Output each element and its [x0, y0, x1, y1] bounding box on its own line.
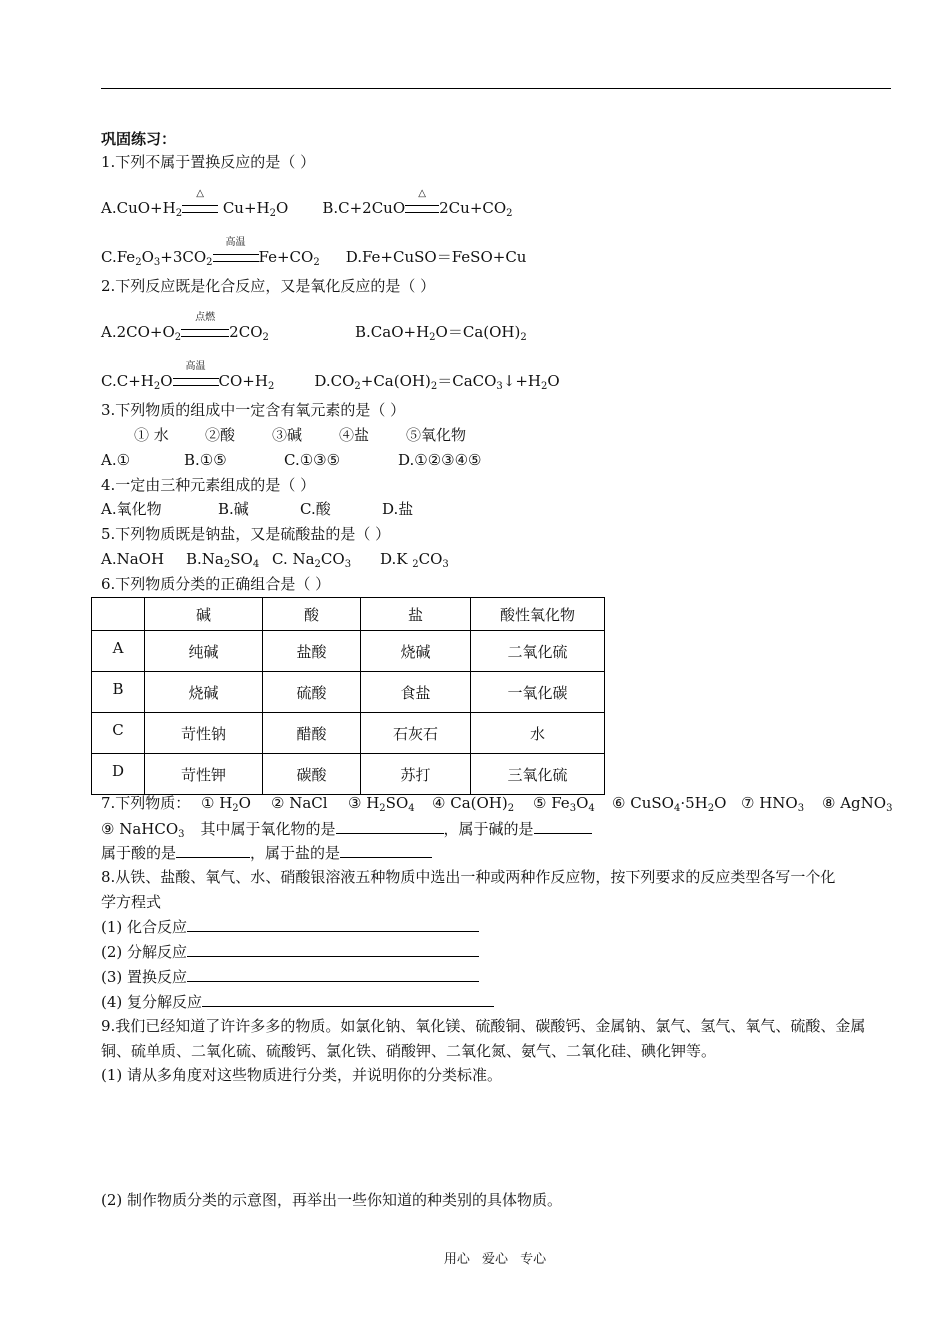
q1-options-cd: $C.Fe_2O_3+3CO_2$ 高温 $Fe+CO_2$ D.Fe+CuSO＝FeSO+Cu [101, 237, 527, 268]
oxide-answer-blank[interactable] [336, 819, 444, 834]
q3-item: ⑤氧化物 [406, 426, 467, 444]
table-cell: 硫酸 [263, 672, 361, 713]
q3-item: ③碱 [272, 426, 303, 444]
q5-option: $B.Na_2SO_4$ [186, 550, 260, 570]
table-row [92, 754, 605, 795]
table-row [92, 672, 605, 713]
displacement-answer-blank[interactable] [187, 967, 479, 982]
q7-material: ⑦ $HNO_3$ [741, 794, 805, 814]
q4-option: D.盐 [382, 500, 414, 518]
q1-options-ab: $A.CuO+H_2$ △ $Cu+H_2O$ B.C+2CuO △ $2Cu+CO_2$ [101, 188, 513, 219]
q2-options-cd: $C.C+H_2O$ 高温 $CO+H_2$ $D.CO_2+Ca(OH)_2=CaCO_3↓+H_2O$ [101, 361, 560, 392]
q3-item: ① 水 [134, 426, 169, 444]
decomposition-answer-blank[interactable] [187, 942, 479, 957]
q7-material: ⑥ $CuSO_4\cdot 5H_2O$ [612, 794, 727, 814]
q1-stem: 1.下列不属于置换反应的是（ ） [101, 153, 316, 171]
section-title: 巩固练习： [101, 130, 177, 148]
table-cell: 二氧化硫 [471, 631, 605, 672]
q5-option: A.NaOH [101, 550, 165, 568]
q8-stem-line2: 学方程式 [101, 893, 162, 911]
q8-stem-line1: 8.从铁、盐酸、氧气、水、硝酸银溶液五种物质中选出一种或两种作反应物，按下列要求的反应类型各写一个化 [101, 868, 836, 886]
table-cell: 盐酸 [263, 631, 361, 672]
row-label: A [92, 631, 145, 672]
table-header-row [92, 598, 605, 631]
table-header-cell: 盐 [361, 598, 471, 631]
q8-item: (2) 分解反应 [101, 942, 479, 961]
q7-material: ③ $H_2SO_4$ [348, 794, 415, 814]
q8-item: (4) 复分解反应 [101, 992, 494, 1011]
table-cell: 水 [471, 713, 605, 754]
q4-option: C.酸 [300, 500, 331, 518]
table-cell: 烧碱 [361, 631, 471, 672]
q7-material: ② NaCl [271, 794, 328, 812]
q2-option-a: $A.2CO+O_2$ 点燃 $2CO_2$ [101, 312, 269, 343]
q5-option: D.K $_2CO_3$ [380, 550, 449, 570]
table-header-cell: 酸 [263, 598, 361, 631]
heat-arrow: △ [182, 205, 218, 213]
q7-material: ④ $Ca(OH)_2$ [432, 794, 515, 814]
table-header-cell: 碱 [145, 598, 263, 631]
table-cell: 三氧化硫 [471, 754, 605, 795]
heat-arrow: △ [405, 205, 439, 213]
q3-option: D.①②③④⑤ [398, 451, 482, 469]
q3-option: C.①③⑤ [284, 451, 341, 469]
q7-prefix: 7.下列物质： [101, 794, 191, 812]
q9-sub1: (1) 请从多角度对这些物质进行分类，并说明你的分类标准。 [101, 1066, 503, 1084]
q7-material: ⑧ AgNO$_3$ [822, 794, 893, 814]
high-temp-arrow: 高温 [213, 254, 259, 262]
table-cell: 碳酸 [263, 754, 361, 795]
q7-material: ⑤ $Fe_3O_4$ [533, 794, 595, 814]
row-label: D [92, 754, 145, 795]
classification-table [91, 597, 605, 795]
q5-option: C. $Na_2CO_3$ [272, 550, 352, 570]
q4-stem: 4.一定由三种元素组成的是（ ） [101, 476, 316, 494]
header-rule [101, 88, 891, 89]
q9-stem-line1: 9.我们已经知道了许许多多的物质。如氯化钠、氧化镁、硫酸铜、碳酸钙、金属钠、氯气、氢气、氧气、硫酸、金属 [101, 1017, 866, 1035]
high-temp-arrow: 高温 [173, 378, 219, 386]
table-cell: 纯碱 [145, 631, 263, 672]
row-label: B [92, 672, 145, 713]
q9-sub2: (2) 制作物质分类的示意图，再举出一些你知道的种类别的具体物质。 [101, 1191, 563, 1209]
q5-stem: 5.下列物质既是钠盐，又是硫酸盐的是（ ） [101, 525, 391, 543]
q4-option: B.碱 [218, 500, 249, 518]
q3-item: ④盐 [339, 426, 370, 444]
table-row [92, 631, 605, 672]
q3-item: ②酸 [205, 426, 236, 444]
salt-answer-blank[interactable] [340, 843, 432, 858]
table-cell: 醋酸 [263, 713, 361, 754]
q7-line2: ⑨ NaHCO$_3$ 其中属于氧化物的是 ，属于碱的是 [101, 819, 592, 838]
table-cell: 食盐 [361, 672, 471, 713]
q9-stem-line2: 铜、硫单质、二氧化硫、硫酸钙、氯化铁、硝酸钾、二氧化氮、氨气、二氧化硅、碘化钾等。 [101, 1042, 717, 1060]
q2-stem: 2.下列反应既是化合反应，又是氧化反应的是（ ） [101, 277, 436, 295]
base-answer-blank[interactable] [534, 819, 592, 834]
q6-stem: 6.下列物质分类的正确组合是（ ） [101, 575, 331, 593]
q3-option: B.①⑤ [184, 451, 227, 469]
table-row [92, 713, 605, 754]
q4-option: A.氧化物 [101, 500, 162, 518]
q8-item: (3) 置换反应 [101, 967, 479, 986]
table-cell: 烧碱 [145, 672, 263, 713]
row-label: C [92, 713, 145, 754]
q2-option-b: $B.CaO+H_2O=Ca(OH)_2$ [355, 323, 527, 343]
q3-stem: 3.下列物质的组成中一定含有氧元素的是（ ） [101, 401, 406, 419]
acid-answer-blank[interactable] [176, 843, 250, 858]
table-cell: 一氧化碳 [471, 672, 605, 713]
table-cell [92, 598, 145, 631]
double-displacement-answer-blank[interactable] [202, 992, 494, 1007]
q8-item: (1) 化合反应 [101, 917, 479, 936]
table-cell: 苏打 [361, 754, 471, 795]
table-cell: 石灰石 [361, 713, 471, 754]
q7-material: ① $H_2O$ [201, 794, 251, 814]
table-cell: 苛性钾 [145, 754, 263, 795]
combination-answer-blank[interactable] [187, 917, 479, 932]
table-header-cell: 酸性氧化物 [471, 598, 605, 631]
q7-line3: 属于酸的是 ，属于盐的是 [101, 843, 432, 862]
ignite-arrow: 点燃 [181, 329, 229, 337]
q3-option: A.① [101, 451, 131, 469]
table-cell: 苛性钠 [145, 713, 263, 754]
page-footer: 用心 爱心 专心 [443, 1252, 547, 1267]
